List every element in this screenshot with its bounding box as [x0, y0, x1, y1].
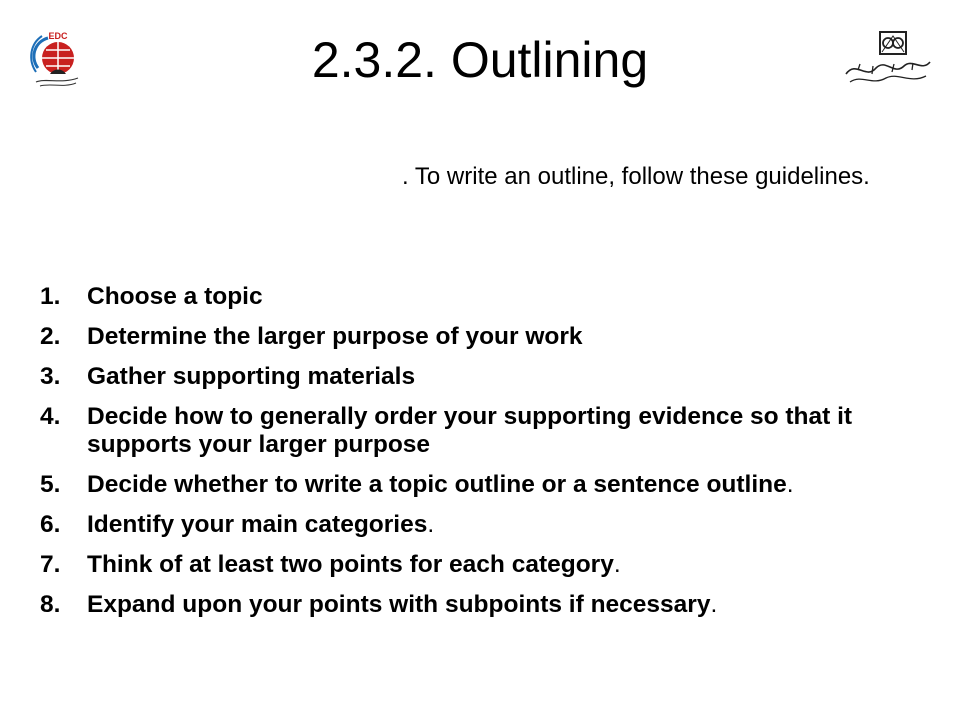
page-title: 2.3.2. Outlining: [311, 32, 649, 88]
list-item-text: Expand upon your points with subpoints if necessary: [87, 591, 711, 618]
intro-text: . To write an outline, follow these guidelines.: [402, 163, 870, 190]
guideline-list: [40, 283, 940, 631]
list-item: [40, 591, 940, 619]
list-number: 5.: [40, 471, 61, 498]
list-item-period: .: [427, 511, 435, 538]
list-number: 7.: [40, 551, 61, 578]
list-item-text: Decide whether to write a topic outline or a sentence outline: [87, 471, 787, 498]
list-item-text: Think of at least two points for each category: [87, 551, 614, 578]
list-item-period: .: [710, 591, 718, 618]
list-item-period: .: [613, 551, 621, 578]
list-item: [40, 403, 940, 459]
list-item: [40, 511, 940, 539]
list-item-text: Choose a topic: [87, 283, 263, 310]
list-number: 4.: [40, 403, 61, 430]
list-item: [40, 363, 940, 391]
list-item-text: Decide how to generally order your supporting evidence so that it supports your larger purpose: [87, 403, 853, 458]
svg-text:EDC: EDC: [48, 31, 68, 41]
list-item-text: Determine the larger purpose of your work: [87, 323, 583, 350]
list-number: 1.: [40, 283, 61, 310]
list-number: 2.: [40, 323, 61, 350]
list-item: [40, 551, 940, 579]
list-item-period: .: [786, 471, 794, 498]
list-number: 8.: [40, 591, 61, 618]
list-item-text: Identify your main categories: [87, 511, 428, 538]
list-item: [40, 323, 940, 351]
list-item: [40, 471, 940, 499]
list-number: 6.: [40, 511, 61, 538]
list-number: 3.: [40, 363, 61, 390]
list-item-text: Gather supporting materials: [87, 363, 416, 390]
list-item: [40, 283, 940, 311]
